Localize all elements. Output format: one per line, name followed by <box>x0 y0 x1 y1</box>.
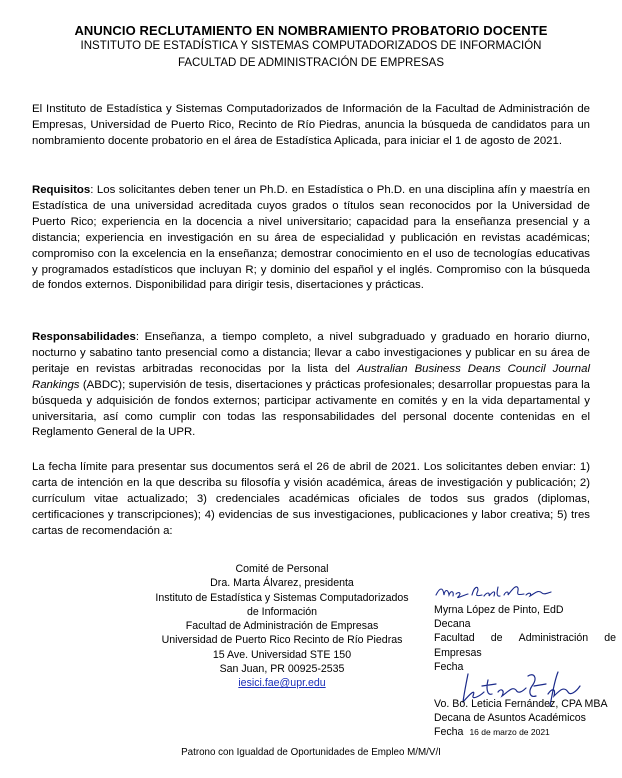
responsibilities-paragraph <box>32 330 590 441</box>
responsibilities-text-before: : Enseñanza, a tiempo completo, a nivel subgraduado y graduado en horario diurno, nocturno y sabatino tanto presencial como a distancia; llevar a cabo investigaciones y publicar en su área de peritaje en revistas arbitradas reconocidas por la lista del <box>32 331 590 375</box>
dean-name: Myrna López de Pinto, EdD <box>434 604 564 616</box>
dean-faculty-word: Administración <box>518 632 589 645</box>
faculty-heading: FACULTAD DE ADMINISTRACIÓN DE EMPRESAS <box>177 57 445 69</box>
associate-dean-role: Decana de Asuntos Académicos <box>434 712 586 725</box>
responsibilities-text-after: (ABDC); supervisión de tesis, disertaciones y prácticas profesionales; desarrollar propuestas para la búsqueda y adquisición de fondos externos; participar activamente en comités y en la vida departamental y universitaria, así como cumplir con todas las responsabilidades del personal docente contenidas en el Reglamento General de la UPR. <box>32 378 590 439</box>
equal-opportunity-footer: Patrono con Igualdad de Oportunidades de Empleo M/M/V/I <box>181 747 441 758</box>
committee-street: 15 Ave. Universidad STE 150 <box>212 648 352 661</box>
associate-dean-date-value: 16 de marzo de 2021 <box>469 727 550 738</box>
announcement-title: ANUNCIO RECLUTAMIENTO EN NOMBRAMIENTO PROBATORIO DOCENTE <box>74 23 548 38</box>
committee-title: Comité de Personal <box>235 563 329 575</box>
dean-signature <box>434 581 554 603</box>
responsibilities-label: Responsabilidades <box>32 331 136 343</box>
institute-heading: INSTITUTO DE ESTADÍSTICA Y SISTEMAS COMPUTADORIZADOS DE INFORMACIÓN <box>80 40 542 52</box>
deadline-paragraph: La fecha límite para presentar sus documentos será el 26 de abril de 2021. Los solicitantes deben enviar: 1) carta de intención en la que describa su filosofía y visión académica, áreas de investigación y publicación; 2) currículum vitae actualizado; 3) credenciales académicas oficiales de todos sus grados (diplomas, certificaciones y transcripciones); 4) evidencias de sus investigaciones, publicaciones y labor creativa; 5) tres cartas de recomendación a: <box>32 461 590 537</box>
associate-dean-date-label: Fecha <box>434 726 464 739</box>
committee-city: San Juan, PR 00925-2535 <box>219 663 345 676</box>
committee-faculty: Facultad de Administración de Empresas <box>185 620 379 633</box>
dean-faculty-line2: Empresas <box>434 646 482 659</box>
journal-name: Australian Business Deans Council Journal Rankings <box>32 362 590 391</box>
dean-faculty-word: Facultad <box>434 632 475 645</box>
associate-dean-approval: Vo. Bo. Leticia Fernández, CPA MBA <box>434 698 608 710</box>
committee-chair: Dra. Marta Álvarez, presidenta <box>210 577 354 590</box>
dean-faculty-word: de <box>490 632 503 645</box>
committee-email-link[interactable]: iesici.fae@upr.edu <box>238 677 326 690</box>
intro-paragraph: El Instituto de Estadística y Sistemas Computadorizados de Información de la Facultad de Administración de Empresas, Universidad de Puerto Rico, Recinto de Río Piedras, anuncia la búsqueda de candidatos para un nombramiento docente probatorio en el área de Estadística Aplicada, para iniciar el 1 de agosto de 2021. <box>32 103 590 147</box>
requirements-paragraph <box>32 183 590 294</box>
dean-date-label: Fecha <box>434 660 464 673</box>
dean-faculty-word: de <box>604 632 616 645</box>
dean-role: Decana <box>434 618 471 631</box>
committee-institute-line2: de Información <box>246 605 318 618</box>
requirements-text: : Los solicitantes deben tener un Ph.D. en Estadística o Ph.D. en una disciplina afín y maestría en Estadística de una universidad acreditada cuyos grados o títulos sean reconocidos por la Universidad de Puerto Rico; experiencia en la docencia a nivel universitario; capacidad para la enseñanza presencial y a distancia; experiencia en investigación en su área de especialidad y publicación en revistas académicas; compromiso con la excelencia en la enseñanza; demostrar conocimiento en el uso de tecnologías educativas y programados estadísticos que incluyan R; y dominio del español y el inglés. Compromiso con la búsqueda de fondos externos. Disponibilidad para dirigir tesis, disertaciones y prácticas. <box>32 184 590 292</box>
associate-dean-block <box>434 697 619 740</box>
committee-institute-line1: Instituto de Estadística y Sistemas Computadorizados <box>155 591 409 604</box>
committee-address-block <box>152 562 412 691</box>
associate-dean-date-line <box>434 725 619 739</box>
dean-faculty-line1 <box>434 631 616 645</box>
committee-campus: Universidad de Puerto Rico Recinto de Río Piedras <box>161 634 403 647</box>
requirements-label: Requisitos <box>32 184 91 196</box>
dean-signature-block <box>434 603 616 674</box>
